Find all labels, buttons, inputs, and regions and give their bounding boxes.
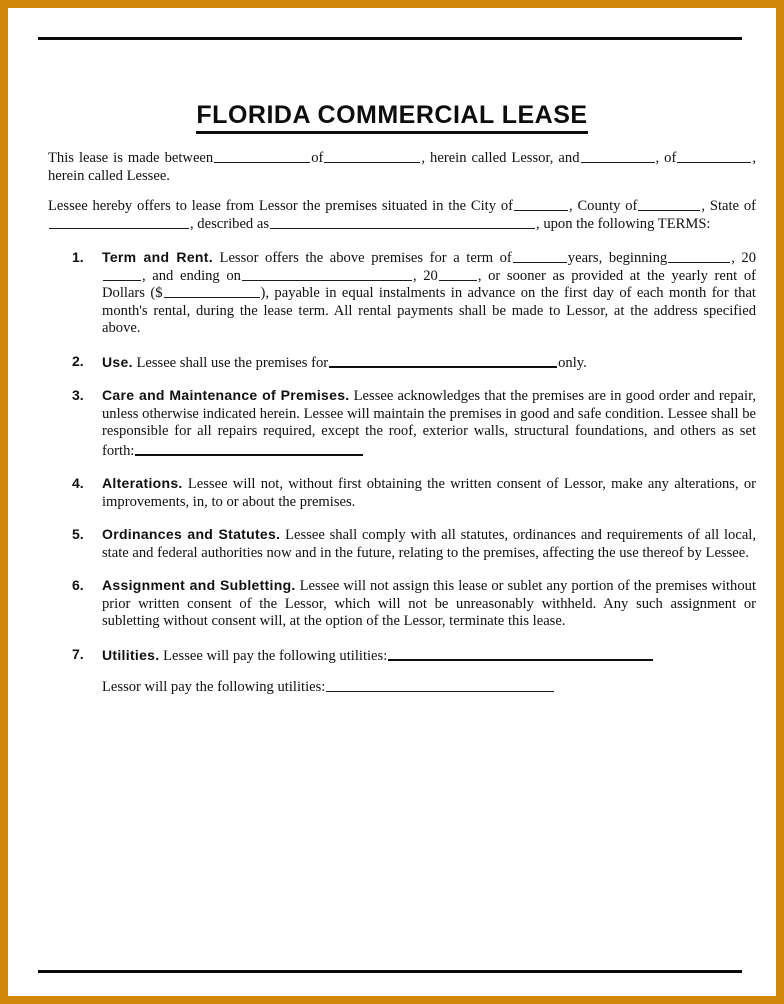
clause-text-1: Lessee will not, without first obtaining the written consent of Lessor, make any alterations, or improvements, in, to or about the premises. xyxy=(102,476,756,510)
clause-number: 2. xyxy=(72,352,84,369)
clause-text-6: , or sooner as provided at the yearly rent of Dollars ($ xyxy=(102,267,756,301)
lessor-utilities-blank[interactable] xyxy=(326,679,554,692)
intro-text-e: , herein called Lessee. xyxy=(48,150,756,184)
page-title-text: FLORIDA COMMERCIAL LEASE xyxy=(196,101,587,134)
set-forth-blank[interactable] xyxy=(135,441,363,456)
clause-item-ordinances-and-statutes xyxy=(48,526,756,562)
intro-text-b: of xyxy=(311,150,324,166)
intro-text-a: This lease is made between xyxy=(48,150,214,166)
state-blank[interactable] xyxy=(49,216,189,229)
lessee-name-blank[interactable] xyxy=(581,150,655,163)
clause-number: 1. xyxy=(72,249,84,265)
clause-item-term-and-rent xyxy=(48,249,756,338)
clause-heading: Care and Maintenance of Premises. xyxy=(102,387,350,403)
county-blank[interactable] xyxy=(638,198,700,211)
clause-heading: Ordinances and Statutes. xyxy=(102,526,281,542)
begin-date-blank[interactable] xyxy=(668,250,730,263)
clause-text-2: years, beginning xyxy=(567,250,668,266)
clause-item-utilities xyxy=(48,646,756,697)
lessor-name-blank[interactable] xyxy=(214,150,310,163)
city-blank[interactable] xyxy=(514,198,568,211)
clause-text-1: Lessor offers the above premises for a term of xyxy=(219,250,512,266)
document-body xyxy=(48,150,756,712)
clause-text-1: Lessee shall comply with all statutes, ordinances and requirements of all local, state and federal authorities now and in the future, relating to the premises, affecting the use thereof by Lessee. xyxy=(102,527,756,561)
clause-heading: Alterations. xyxy=(102,475,183,491)
premises-text-e: , upon the following TERMS: xyxy=(536,215,711,232)
clause-text-3: , 20 xyxy=(731,250,757,266)
clause-item-alterations xyxy=(48,475,756,511)
clause-number: 4. xyxy=(72,475,84,491)
premises-text-d: , described as xyxy=(190,215,270,232)
clause-number: 3. xyxy=(72,387,84,403)
clause-text-7: ), payable in equal instalments in advance on the first day of each month for that month's rental, during the lease term. All rental payments shall be made to Lessor, at the address specified above. xyxy=(102,285,756,336)
clause-number: 6. xyxy=(72,577,84,593)
page-title xyxy=(8,101,776,134)
intro-paragraph-premises xyxy=(48,198,756,233)
lessee-utilities-blank[interactable] xyxy=(388,646,653,661)
premises-text-a: Lessee hereby offers to lease from Lessor the premises situated in the City of xyxy=(48,198,513,214)
clause-text-2: Lessor will pay the following utilities: xyxy=(102,679,326,695)
end-date-blank[interactable] xyxy=(242,268,412,281)
clause-text-1: Lessee acknowledges that the premises are in good order and repair, unless otherwise indicated herein. Lessee will maintain the premises in good and safe condition. Lessee shall be responsible for all repairs required, except the roof, exterior walls, structural foundations, and others as set forth: xyxy=(102,388,756,459)
clause-item-care-and-maintenance xyxy=(48,387,756,460)
footer-rule xyxy=(38,970,742,973)
document-sheet xyxy=(8,8,776,996)
clause-text-2: only. xyxy=(558,354,587,371)
clause-text-1: Lessee will pay the following utilities: xyxy=(163,647,388,664)
premises-text-c: , State of xyxy=(701,198,756,214)
utilities-lessor-line xyxy=(102,679,756,697)
intro-text-d: , of xyxy=(655,150,677,166)
clause-heading: Utilities. xyxy=(102,646,160,663)
clause-heading: Term and Rent. xyxy=(102,249,213,265)
begin-year-blank[interactable] xyxy=(103,268,141,281)
clause-item-use xyxy=(48,353,756,373)
clause-list xyxy=(48,249,756,697)
lessor-address-blank[interactable] xyxy=(324,150,420,163)
clause-text-1: Lessee will not assign this lease or sublet any portion of the premises without prior written consent of the Lessor, which will not be unreasonably withheld. Any such assignment or subletting without consent will, at the option of the Lessor, terminate this lease. xyxy=(102,578,756,629)
clause-text-4: , and ending on xyxy=(142,267,241,284)
clause-text-5: , 20 xyxy=(412,267,438,284)
intro-paragraph-parties xyxy=(48,150,756,185)
clause-item-assignment-and-subletting xyxy=(48,577,756,631)
clause-heading: Assignment and Subletting. xyxy=(102,577,296,593)
premises-text-b: , County of xyxy=(569,198,638,214)
use-description-blank[interactable] xyxy=(329,353,557,368)
clause-number: 7. xyxy=(72,645,84,662)
header-rule xyxy=(38,37,742,40)
clause-heading: Use. xyxy=(102,353,133,370)
intro-text-c: , herein called Lessor, and xyxy=(421,150,580,166)
lessee-address-blank[interactable] xyxy=(677,150,751,163)
clause-number: 5. xyxy=(72,526,84,542)
end-year-blank[interactable] xyxy=(439,268,477,281)
term-years-blank[interactable] xyxy=(513,250,567,263)
rent-amount-blank[interactable] xyxy=(164,285,260,298)
clause-text-1: Lessee shall use the premises for xyxy=(136,354,329,371)
description-blank[interactable] xyxy=(270,216,535,229)
